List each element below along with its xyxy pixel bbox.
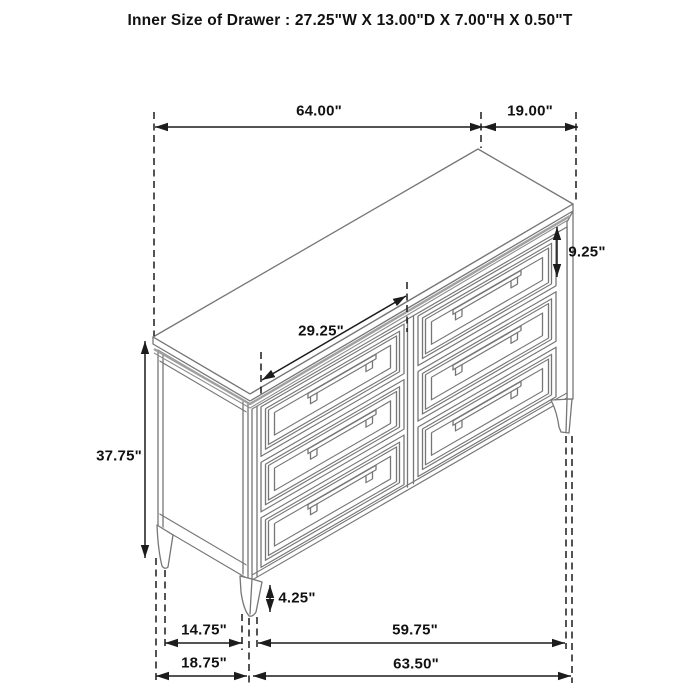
diagram-title: Inner Size of Drawer : 27.25"W X 13.00"D X 7.00"H X 0.50"T — [127, 12, 573, 29]
dim-label-drawer-width: 29.25" — [298, 322, 344, 340]
front-right-leg — [551, 399, 572, 433]
dim-label-front-leg-span: 59.75" — [392, 621, 438, 639]
dim-label-overall-height: 37.75" — [96, 447, 142, 465]
right-edge — [567, 211, 573, 399]
dim-label-leg-height: 4.25" — [278, 589, 316, 607]
dim-label-top-width: 64.00" — [296, 102, 342, 120]
dim-label-front-floor-width: 63.50" — [393, 655, 439, 673]
dim-label-side-leg-span: 14.75" — [181, 621, 227, 639]
dim-label-side-floor-depth: 18.75" — [181, 654, 227, 672]
dresser-sketch — [153, 149, 573, 616]
dim-label-drawer-height: 9.25" — [568, 243, 606, 261]
dim-label-top-depth: 19.00" — [507, 102, 553, 120]
